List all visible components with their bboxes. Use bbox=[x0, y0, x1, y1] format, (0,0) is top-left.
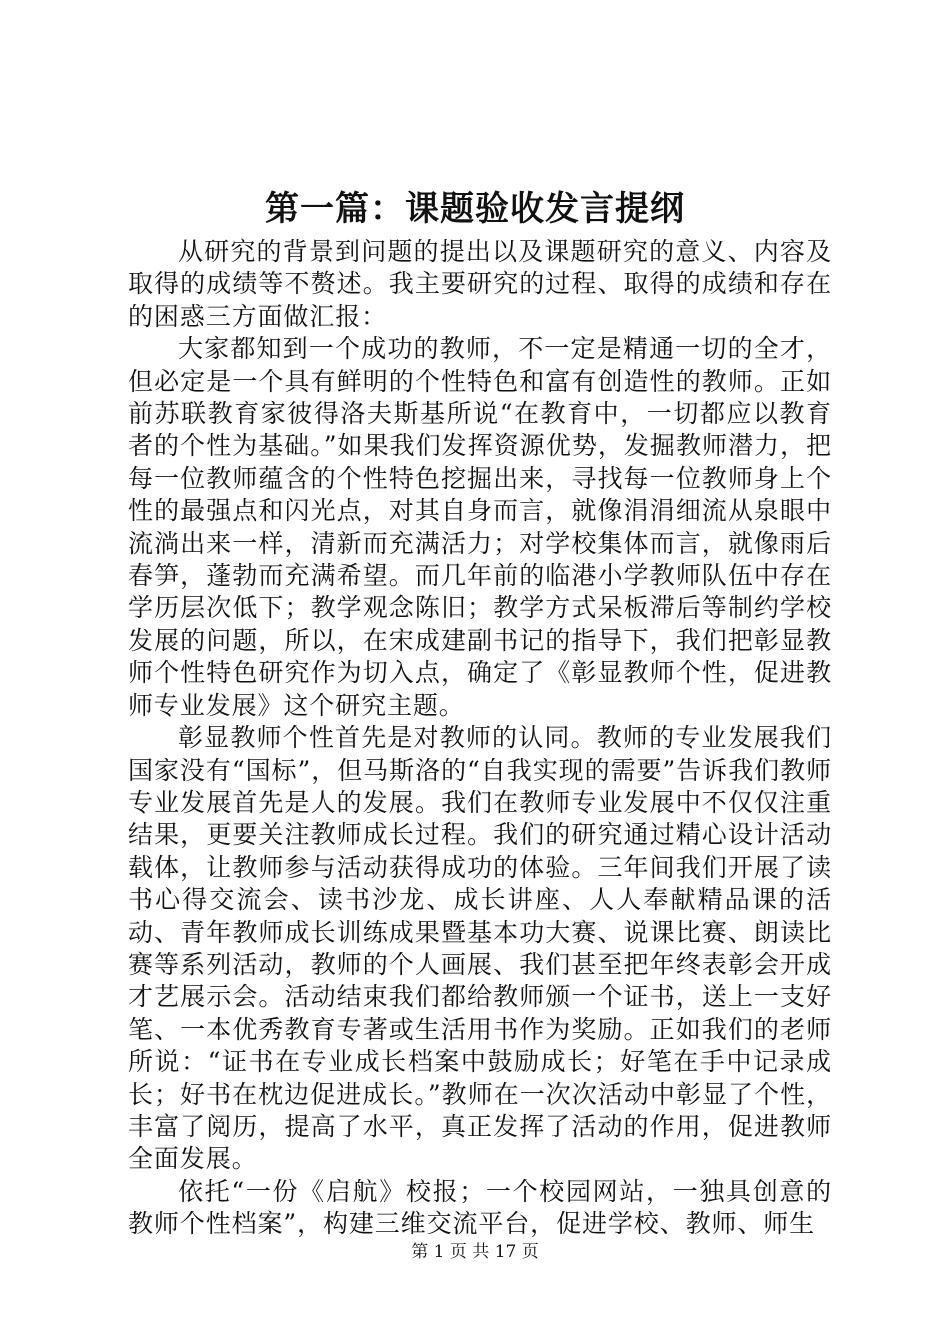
paragraph: 依托“一份《启航》校报；一个校园网站，一独具创意的教师个性档案”，构建三维交流平台，促进学校、教师、师生 bbox=[128, 1176, 832, 1239]
paragraph: 从研究的背景到问题的提出以及课题研究的意义、内容及取得的成绩等不赘述。我主要研究的过程、取得的成绩和存在的困惑三方面做汇报： bbox=[128, 237, 832, 331]
document-body bbox=[128, 236, 832, 1241]
paragraph: 彰显教师个性首先是对教师的认同。教师的专业发展我们国家没有“国标”，但马斯洛的“自我实现的需要”告诉我们教师专业发展首先是人的发展。我们在教师专业发展中不仅仅注重结果，更要关注教师成长过程。我们的研究通过精心设计活动载体，让教师参与活动获得成功的体验。三年间我们开展了读书心得交流会、读书沙龙、成长讲座、人人奉献精品课的活动、青年教师成长训练成果暨基本功大赛、说课比赛、朗读比赛等系列活动，教师的个人画展、我们甚至把年终表彰会开成才艺展示会。活动结束我们都给教师颁一个证书，送上一支好笔、一本优秀教育专著或生活用书作为奖励。正如我们的老师所说：“证书在专业成长档案中鼓励成长；好笔在手中记录成长；好书在枕边促进成长。”教师在一次次活动中彰显了个性，丰富了阅历，提高了水平，真正发挥了活动的作用，促进教师全面发展。 bbox=[128, 723, 832, 1174]
document-title: 第一篇：课题验收发言提纲 bbox=[265, 189, 685, 229]
page-footer: 第 1 页 共 17 页 bbox=[411, 1242, 539, 1262]
paragraph: 大家都知到一个成功的教师，不一定是精通一切的全才，但必定是一个具有鲜明的个性特色和富有创造性的教师。正如前苏联教育家彼得洛夫斯基所说“在教育中，一切都应以教育者的个性为基础。”如果我们发挥资源优势，发掘教师潜力，把每一位教师蕴含的个性特色挖掘出来，寻找每一位教师身上个性的最强点和闪光点，对其自身而言，就像涓涓细流从泉眼中流淌出来一样，清新而充满活力；对学校集体而言，就像雨后春笋，蓬勃而充满希望。而几年前的临港小学教师队伍中存在学历层次低下；教学观念陈旧；教学方式呆板滞后等制约学校发展的问题，所以，在宋成建副书记的指导下，我们把彰显教师个性特色研究作为切入点，确定了《彰显教师个性，促进教师专业发展》这个研究主题。 bbox=[128, 334, 832, 720]
